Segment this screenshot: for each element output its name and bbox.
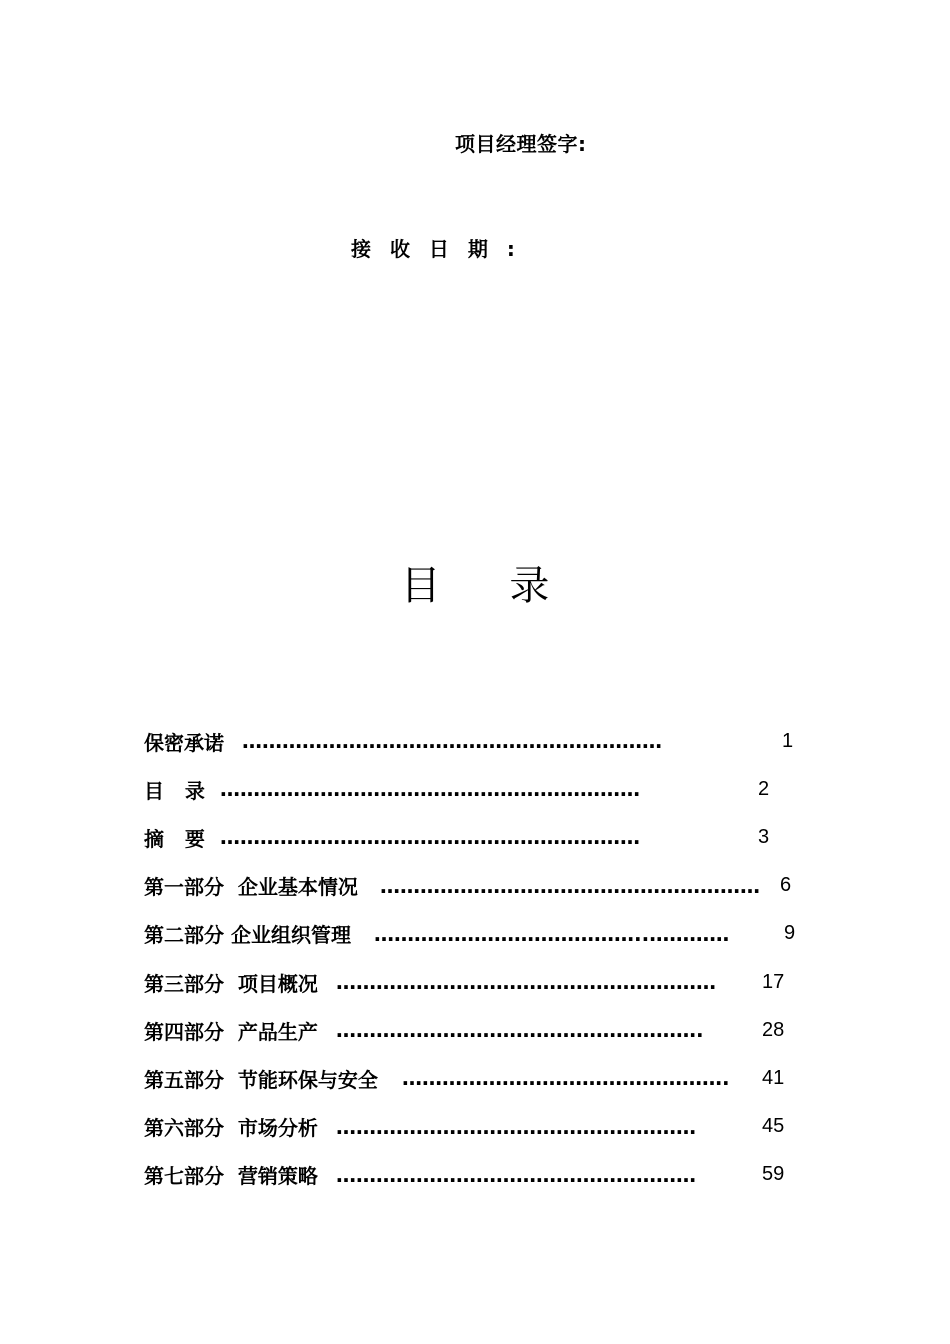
toc-entry-label: 第六部分 市场分析 xyxy=(144,1116,318,1141)
toc-entry[interactable] xyxy=(144,862,795,910)
table-of-contents xyxy=(144,717,795,1199)
toc-entry[interactable] xyxy=(144,910,795,958)
toc-entry-leader: ………………………………………………. xyxy=(336,1018,704,1043)
toc-entry[interactable] xyxy=(144,1054,795,1102)
toc-entry-leader: …………………………………………. xyxy=(402,1066,730,1091)
toc-entry-leader: ……………………………………………… xyxy=(336,1162,696,1187)
toc-entry[interactable] xyxy=(144,813,795,861)
project-manager-signature-label: 项目经理签字: xyxy=(455,132,587,156)
toc-entry[interactable] xyxy=(144,1151,795,1199)
toc-entry-page: 59 xyxy=(762,1163,785,1186)
toc-entry-leader: ……………………………………………………… xyxy=(220,777,640,802)
toc-entry-page: 2 xyxy=(758,777,770,800)
toc-entry-page: 9 xyxy=(784,922,796,945)
toc-entry-leader: ……………………………………………………… xyxy=(242,729,662,754)
toc-entry-page: 17 xyxy=(762,970,785,993)
toc-entry-page: 41 xyxy=(762,1066,785,1089)
toc-entry-label: 目 录 xyxy=(144,778,205,803)
toc-entry[interactable] xyxy=(144,958,795,1006)
toc-entry-leader: ………………………………………………… xyxy=(336,970,716,995)
toc-entry-label: 第五部分 节能环保与安全 xyxy=(144,1067,378,1092)
toc-entry-page: 6 xyxy=(780,874,792,897)
toc-entry[interactable] xyxy=(144,765,795,813)
toc-entry-label: 第四部分 产品生产 xyxy=(144,1019,318,1044)
toc-entry-label: 第二部分 企业组织管理 xyxy=(144,923,351,948)
toc-entry-page: 28 xyxy=(762,1018,785,1041)
toc-entry-label: 第七部分 营销策略 xyxy=(144,1164,318,1189)
toc-entry-label: 摘 要 xyxy=(144,826,205,851)
toc-entry-label: 保密承诺 xyxy=(144,730,224,755)
toc-entry[interactable] xyxy=(144,717,795,765)
toc-entry-page: 45 xyxy=(762,1115,785,1138)
toc-entry-leader: ……………………………………………………… xyxy=(220,825,640,850)
toc-entry-leader: …………………………………..………… xyxy=(374,921,730,946)
toc-entry-label: 第三部分 项目概况 xyxy=(144,971,318,996)
receive-date-label: 接 收 日 期 : xyxy=(351,237,521,261)
toc-entry-leader: ……………………………………………… xyxy=(336,1114,696,1139)
toc-entry-leader: ………………………………………………… xyxy=(380,873,760,898)
toc-title: 目 录 xyxy=(400,563,578,609)
toc-entry-label: 第一部分 企业基本情况 xyxy=(144,875,358,900)
toc-entry[interactable] xyxy=(144,1006,795,1054)
toc-entry-page: 3 xyxy=(758,825,770,848)
toc-entry-page: 1 xyxy=(782,729,794,752)
toc-entry[interactable] xyxy=(144,1103,795,1151)
